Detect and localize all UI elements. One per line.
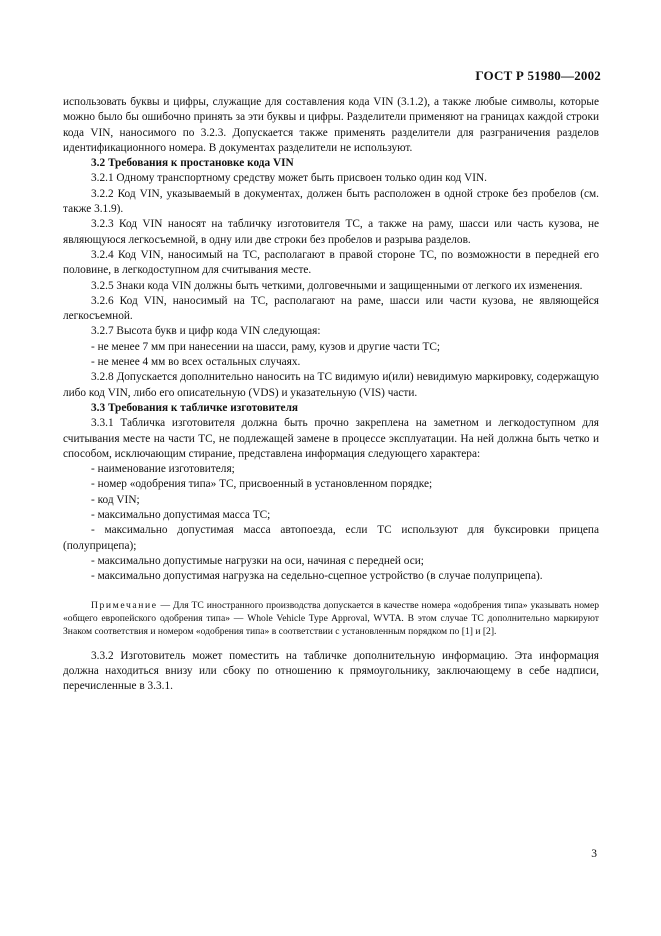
clause-3-2-2: 3.2.2 Код VIN, указываемый в документах, должен быть расположен в одной строке без пробелов (см. также 3.1.9). [63, 187, 599, 216]
clause-3-2-8: 3.2.8 Допускается дополнительно наносить на ТС видимую и(или) невидимую маркировку, содержащую либо код VIN, либо его описательную (VDS) и указательную (VIS) части. [63, 371, 599, 399]
clause-3-2-6: 3.2.6 Код VIN, наносимый на ТС, располагают на раме, шасси или части кузова, не являющейся легкосъемной. [63, 294, 599, 323]
list-item: - наименование изготовителя; [91, 463, 235, 476]
list-item: - не менее 4 мм во всех остальных случаях. [91, 356, 301, 369]
list-item: - максимально допустимые нагрузки на оси, начиная с передней оси; [91, 554, 424, 567]
list-item: - максимально допустимая масса ТС; [91, 509, 271, 522]
clause-3-2-4: 3.2.4 Код VIN, наносимый на ТС, располагают в правой стороне ТС, по возможности в передней его половине, в легкодоступном для считывания месте. [63, 248, 599, 277]
list-item: - номер «одобрения типа» ТС, присвоенный в установленном порядке; [91, 478, 433, 491]
section-heading-3-2: 3.2 Требования к простановке кода VIN [91, 157, 294, 170]
document-body [63, 95, 599, 694]
clause-3-3-1: 3.3.1 Табличка изготовителя должна быть прочно закреплена на заметном и легкодоступном для считывания месте на части ТС, не подлежащей замене в процессе эксплуатации. На ней должна быть четко и способом, исключающим стирание, представлена информация следующего характера: [63, 417, 599, 460]
list-item: - не менее 7 мм при нанесении на шасси, раму, кузов и другие части ТС; [91, 340, 441, 353]
clause-3-2-7: 3.2.7 Высота букв и цифр кода VIN следующая: [91, 325, 321, 338]
spacer [63, 638, 599, 649]
paragraph-continued: использовать буквы и цифры, служащие для составления кода VIN (3.1.2), а также любые символы, которые можно было бы ошибочно принять за эти буквы и цифры. Разделители применяют на границах каждой строки кода VIN, наносимого по 3.2.3. Допускается также применять разделители для разграничения разделов идентификационного номера. В документах разделители не используют. [63, 96, 599, 154]
list-item: - максимально допустимая масса автопоезда, если ТС используют для буксировки прицепа (полуприцепа); [63, 524, 599, 552]
list-item: - код VIN; [91, 493, 140, 506]
clause-3-2-5: 3.2.5 Знаки кода VIN должны быть четкими, долговечными и защищенными от легкого их изменения. [91, 279, 583, 292]
document-id-header: ГОСТ Р 51980—2002 [475, 68, 601, 83]
clause-3-2-1: 3.2.1 Одному транспортному средству может быть присвоен только один код VIN. [91, 172, 487, 185]
clause-3-2-3: 3.2.3 Код VIN наносят на табличку изготовителя ТС, а также на раму, шасси или часть кузова, не являющуюся легкосъемной, в одну или две строки без пробелов и разрыва разделов. [63, 218, 599, 246]
note-text: — Для ТС иностранного производства допускается в качестве номера «одобрения типа» указывать номер «общего европейского одобрения типа» — Whole Vehicle Type Approval, WVTA. В этом случае ТС дополнительно маркируют Знаком соответствия и номером «одобрения типа» в соответствии с установленным порядком по [1] и [2]. [63, 599, 599, 637]
section-heading-3-3: 3.3 Требования к табличке изготовителя [91, 401, 299, 414]
note-label: Примечание [91, 599, 158, 611]
page-number: 3 [591, 848, 597, 860]
clause-3-3-2: 3.3.2 Изготовитель может поместить на табличке дополнительную информацию. Эта информация должна находиться внизу или сбоку по отношению к прямоугольнику, заключающему в себе надписи, перечисленные в 3.3.1. [63, 649, 599, 693]
list-item: - максимально допустимая нагрузка на седельно-сцепное устройство (в случае полуприцепа). [91, 570, 543, 583]
note [63, 599, 599, 638]
